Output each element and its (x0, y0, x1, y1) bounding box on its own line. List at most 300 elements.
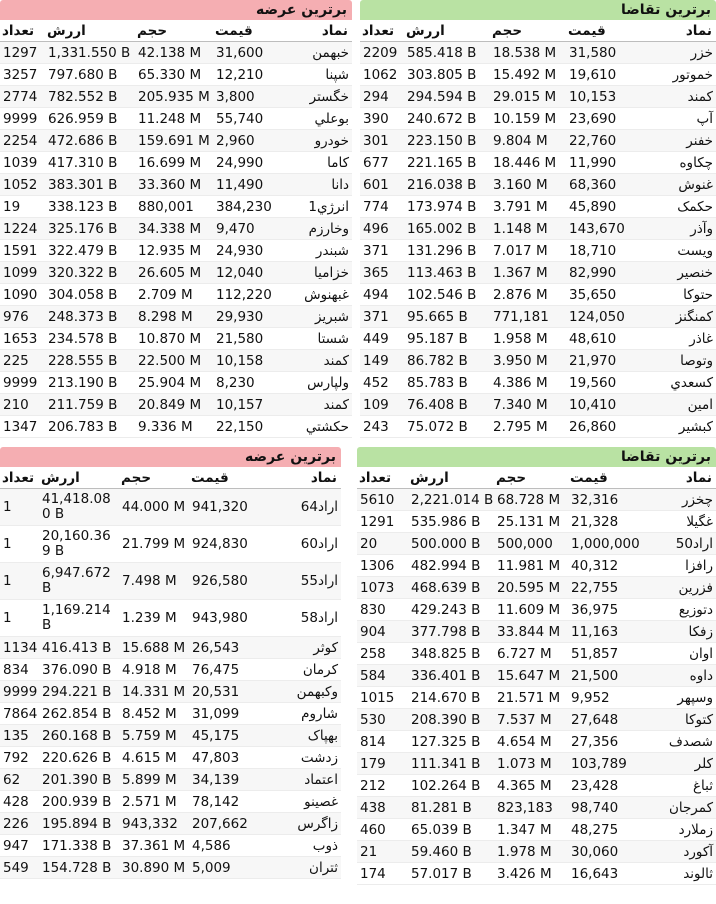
cell-value: 338.123 B (45, 196, 135, 218)
cell-volume: 3.160 M (490, 174, 566, 196)
cell-symbol[interactable]: زفکا (644, 621, 716, 643)
column-header-symbol[interactable]: نماد (263, 467, 341, 489)
table-row[interactable] (360, 240, 716, 262)
cell-volume: 205.935 M (135, 86, 213, 108)
cell-count: 584 (357, 665, 408, 687)
cell-price: 48,610 (566, 328, 638, 350)
table-row[interactable] (360, 394, 716, 416)
table-row[interactable] (357, 533, 716, 555)
cell-symbol[interactable]: فزرین (644, 577, 716, 599)
cell-price: 21,500 (568, 665, 644, 687)
cell-value: 57.017 B (408, 863, 494, 885)
cell-symbol[interactable]: کمنگنز (638, 306, 716, 328)
cell-volume: 943,332 (119, 813, 189, 835)
table-row[interactable] (0, 218, 352, 240)
cell-count: 225 (0, 350, 45, 372)
table-row[interactable] (360, 86, 716, 108)
cell-symbol[interactable]: آپ (638, 108, 716, 130)
cell-symbol[interactable]: امین (638, 394, 716, 416)
cell-volume: 4.918 M (119, 659, 189, 681)
cell-count: 179 (357, 753, 408, 775)
cell-symbol[interactable]: ثالوند (644, 863, 716, 885)
column-header-volume[interactable]: حجم (490, 20, 566, 42)
table-header-row (360, 20, 716, 42)
cell-value: 322.479 B (45, 240, 135, 262)
cell-price: 78,142 (189, 791, 263, 813)
cell-symbol[interactable]: خزر (638, 42, 716, 64)
cell-price: 29,930 (213, 306, 277, 328)
cell-price: 51,857 (568, 643, 644, 665)
table-row[interactable] (360, 284, 716, 306)
bottom-supply-title: برترین عرضه (0, 447, 341, 467)
cell-volume: 15.492 M (490, 64, 566, 86)
table-row[interactable] (357, 863, 716, 885)
cell-symbol[interactable]: کلر (644, 753, 716, 775)
table-row[interactable] (357, 577, 716, 599)
cell-price: 1,000,000 (568, 533, 644, 555)
table-row[interactable] (0, 64, 352, 86)
table-row[interactable] (0, 526, 341, 563)
column-header-count[interactable]: تعداد (0, 467, 39, 489)
cell-price: 11,163 (568, 621, 644, 643)
cell-symbol[interactable]: خزامیا (277, 262, 352, 284)
cell-volume: 11.609 M (494, 599, 568, 621)
cell-count: 390 (360, 108, 404, 130)
table-row[interactable] (0, 262, 352, 284)
table-row[interactable] (0, 563, 341, 600)
cell-symbol[interactable]: کبشیر (638, 416, 716, 438)
cell-price: 76,475 (189, 659, 263, 681)
table-row[interactable] (357, 643, 716, 665)
panel-gap (341, 447, 357, 904)
table-row[interactable] (0, 725, 341, 747)
cell-value: 482.994 B (408, 555, 494, 577)
column-header-price[interactable]: قیمت (189, 467, 263, 489)
cell-count: 258 (357, 643, 408, 665)
cell-price: 31,099 (189, 703, 263, 725)
cell-symbol[interactable]: وتوصا (638, 350, 716, 372)
cell-symbol[interactable]: کرمان (263, 659, 341, 681)
cell-symbol[interactable]: ذوب (263, 835, 341, 857)
table-row[interactable] (357, 731, 716, 753)
cell-symbol[interactable]: کاما (277, 152, 352, 174)
column-header-symbol[interactable]: نماد (638, 20, 716, 42)
cell-price: 31,580 (566, 42, 638, 64)
table-row[interactable] (357, 489, 716, 511)
cell-count: 62 (0, 769, 39, 791)
cell-volume: 1.978 M (494, 841, 568, 863)
cell-count: 549 (0, 857, 39, 879)
cell-value: 535.986 B (408, 511, 494, 533)
cell-symbol[interactable]: بهپاک (263, 725, 341, 747)
cell-volume: 4.615 M (119, 747, 189, 769)
cell-value: 1,169.214 B (39, 600, 119, 637)
cell-price: 27,356 (568, 731, 644, 753)
cell-symbol[interactable]: حکمک (638, 196, 716, 218)
cell-symbol[interactable]: شپنا (277, 64, 352, 86)
cell-value: 81.281 B (408, 797, 494, 819)
table-row[interactable] (0, 659, 341, 681)
cell-value: 85.783 B (404, 372, 490, 394)
cell-symbol[interactable]: کوثر (263, 637, 341, 659)
cell-volume: 1.367 M (490, 262, 566, 284)
cell-volume: 30.890 M (119, 857, 189, 879)
column-header-price[interactable]: قیمت (213, 20, 277, 42)
table-row[interactable] (0, 130, 352, 152)
cell-value: 336.401 B (408, 665, 494, 687)
cell-price: 8,230 (213, 372, 277, 394)
table-row[interactable] (0, 240, 352, 262)
cell-count: 1291 (357, 511, 408, 533)
cell-symbol[interactable]: بوعلي (277, 108, 352, 130)
cell-volume: 823,183 (494, 797, 568, 819)
cell-price: 21,580 (213, 328, 277, 350)
cell-price: 22,150 (213, 416, 277, 438)
cell-volume: 1.148 M (490, 218, 566, 240)
table-row[interactable] (360, 328, 716, 350)
cell-count: 1306 (357, 555, 408, 577)
cell-symbol[interactable]: خبهمن (277, 42, 352, 64)
table-row[interactable] (0, 196, 352, 218)
cell-value: 429.243 B (408, 599, 494, 621)
table-row[interactable] (0, 152, 352, 174)
cell-symbol[interactable]: غبهنوش (277, 284, 352, 306)
table-row[interactable] (0, 747, 341, 769)
table-row[interactable] (357, 775, 716, 797)
cell-value: 75.072 B (404, 416, 490, 438)
cell-volume: 7.340 M (490, 394, 566, 416)
table-row[interactable] (0, 350, 352, 372)
cell-price: 11,490 (213, 174, 277, 196)
cell-value: 208.390 B (408, 709, 494, 731)
cell-price: 26,543 (189, 637, 263, 659)
cell-symbol[interactable]: کمند (277, 350, 352, 372)
panel-separator (352, 0, 360, 447)
table-row[interactable] (360, 350, 716, 372)
table-row[interactable] (0, 637, 341, 659)
cell-symbol[interactable]: وکبهمن (263, 681, 341, 703)
column-header-count[interactable]: تعداد (360, 20, 404, 42)
cell-symbol[interactable]: ثباغ (644, 775, 716, 797)
cell-price: 10,157 (213, 394, 277, 416)
cell-value: 111.341 B (408, 753, 494, 775)
cell-symbol[interactable]: ولپارس (277, 372, 352, 394)
cell-value: 304.058 B (45, 284, 135, 306)
cell-count: 494 (360, 284, 404, 306)
table-row[interactable] (0, 703, 341, 725)
cell-volume: 29.015 M (490, 86, 566, 108)
cell-price: 10,410 (566, 394, 638, 416)
cell-symbol[interactable]: انرژي1 (277, 196, 352, 218)
table-row[interactable] (0, 394, 352, 416)
cell-volume: 11.248 M (135, 108, 213, 130)
column-header-count[interactable]: تعداد (0, 20, 45, 42)
cell-volume: 2.876 M (490, 284, 566, 306)
cell-count: 677 (360, 152, 404, 174)
table-row[interactable] (357, 599, 716, 621)
cell-value: 1,331.550 B (45, 42, 135, 64)
cell-volume: 20.595 M (494, 577, 568, 599)
table-row[interactable] (360, 108, 716, 130)
column-header-value[interactable]: اررش (404, 20, 490, 42)
cell-value: 113.463 B (404, 262, 490, 284)
table-row[interactable] (360, 372, 716, 394)
table-row[interactable] (0, 284, 352, 306)
cell-symbol[interactable]: شصدف (644, 731, 716, 753)
cell-symbol[interactable]: کتوکا (644, 709, 716, 731)
cell-price: 143,670 (566, 218, 638, 240)
table-row[interactable] (360, 262, 716, 284)
table-row[interactable] (360, 306, 716, 328)
cell-price: 22,755 (568, 577, 644, 599)
table-row[interactable] (360, 130, 716, 152)
table-row[interactable] (0, 857, 341, 879)
cell-value: 325.176 B (45, 218, 135, 240)
table-row[interactable] (0, 489, 341, 526)
cell-symbol[interactable]: حتوکا (638, 284, 716, 306)
cell-volume: 7.498 M (119, 563, 189, 600)
cell-symbol[interactable]: غگیلا (644, 511, 716, 533)
cell-price: 103,789 (568, 753, 644, 775)
column-header-volume[interactable]: حجم (135, 20, 213, 42)
table-row[interactable] (357, 797, 716, 819)
cell-symbol[interactable]: خنصیر (638, 262, 716, 284)
cell-volume: 21.571 M (494, 687, 568, 709)
table-row[interactable] (357, 709, 716, 731)
column-header-value[interactable]: اررش (408, 467, 494, 489)
cell-symbol[interactable]: وآذر (638, 218, 716, 240)
cell-symbol[interactable]: اراد55 (263, 563, 341, 600)
table-row[interactable] (0, 306, 352, 328)
table-row[interactable] (360, 152, 716, 174)
cell-volume: 37.361 M (119, 835, 189, 857)
cell-symbol[interactable]: دتوزیع (644, 599, 716, 621)
cell-value: 303.805 B (404, 64, 490, 86)
cell-price: 3,800 (213, 86, 277, 108)
cell-symbol[interactable]: چخزر (644, 489, 716, 511)
cell-count: 371 (360, 240, 404, 262)
table-row[interactable] (360, 174, 716, 196)
cell-count: 774 (360, 196, 404, 218)
table-row[interactable] (357, 753, 716, 775)
cell-symbol[interactable]: شبریز (277, 306, 352, 328)
cell-symbol[interactable]: رافزا (644, 555, 716, 577)
cell-volume: 15.647 M (494, 665, 568, 687)
cell-volume: 65.330 M (135, 64, 213, 86)
table-row[interactable] (357, 665, 716, 687)
cell-symbol[interactable]: ویست (638, 240, 716, 262)
cell-price: 4,586 (189, 835, 263, 857)
cell-price: 32,316 (568, 489, 644, 511)
cell-symbol[interactable]: حکشتي (277, 416, 352, 438)
cell-count: 601 (360, 174, 404, 196)
cell-count: 9999 (0, 681, 39, 703)
cell-value: 200.939 B (39, 791, 119, 813)
cell-volume: 68.728 M (494, 489, 568, 511)
cell-symbol[interactable]: اراد64 (263, 489, 341, 526)
table-row[interactable] (0, 328, 352, 350)
column-header-count[interactable]: تعداد (357, 467, 408, 489)
cell-symbol[interactable]: دانا (277, 174, 352, 196)
cell-value: 95.665 B (404, 306, 490, 328)
cell-symbol[interactable]: خموتور (638, 64, 716, 86)
cell-symbol[interactable]: اوان (644, 643, 716, 665)
cell-count: 1052 (0, 174, 45, 196)
cell-value: 76.408 B (404, 394, 490, 416)
cell-symbol[interactable]: شبندر (277, 240, 352, 262)
table-row[interactable] (0, 600, 341, 637)
cell-price: 124,050 (566, 306, 638, 328)
top-demand-title: برترین تقاضا (360, 0, 716, 20)
column-header-value[interactable]: اررش (45, 20, 135, 42)
column-header-value[interactable]: اررش (39, 467, 119, 489)
cell-value: 294.594 B (404, 86, 490, 108)
column-header-volume[interactable]: حجم (119, 467, 189, 489)
cell-count: 109 (360, 394, 404, 416)
cell-symbol[interactable]: غنوش (638, 174, 716, 196)
cell-symbol[interactable]: کمند (277, 394, 352, 416)
cell-volume: 25.904 M (135, 372, 213, 394)
cell-value: 211.759 B (45, 394, 135, 416)
cell-count: 2209 (360, 42, 404, 64)
top-supply-title: برترین عرضه (0, 0, 352, 20)
cell-count: 135 (0, 725, 39, 747)
table-row[interactable] (357, 511, 716, 533)
cell-value: 20,160.369 B (39, 526, 119, 563)
table-row[interactable] (0, 791, 341, 813)
cell-symbol[interactable]: آکورد (644, 841, 716, 863)
cell-value: 416.413 B (39, 637, 119, 659)
cell-symbol[interactable]: چکاوه (638, 152, 716, 174)
cell-volume: 34.338 M (135, 218, 213, 240)
cell-symbol[interactable]: کمرجان (644, 797, 716, 819)
column-header-price[interactable]: قیمت (566, 20, 638, 42)
cell-count: 438 (357, 797, 408, 819)
cell-count: 9999 (0, 372, 45, 394)
cell-volume: 7.537 M (494, 709, 568, 731)
cell-symbol[interactable]: اراد58 (263, 600, 341, 637)
top-demand-table (360, 20, 716, 438)
cell-volume: 8.452 M (119, 703, 189, 725)
cell-volume: 25.131 M (494, 511, 568, 533)
table-row[interactable] (0, 416, 352, 438)
cell-volume: 6.727 M (494, 643, 568, 665)
table-row[interactable] (357, 819, 716, 841)
table-row[interactable] (360, 42, 716, 64)
table-row[interactable] (0, 681, 341, 703)
cell-symbol[interactable]: کسعدي (638, 372, 716, 394)
cell-volume: 18.446 M (490, 152, 566, 174)
cell-volume: 22.500 M (135, 350, 213, 372)
cell-count: 1073 (357, 577, 408, 599)
cell-price: 11,990 (566, 152, 638, 174)
cell-symbol[interactable]: زدشت (263, 747, 341, 769)
cell-value: 154.728 B (39, 857, 119, 879)
cell-value: 206.783 B (45, 416, 135, 438)
cell-symbol[interactable]: اراد60 (263, 526, 341, 563)
cell-count: 496 (360, 218, 404, 240)
table-row[interactable] (357, 555, 716, 577)
cell-value: 260.168 B (39, 725, 119, 747)
cell-symbol[interactable]: اعتماد (263, 769, 341, 791)
cell-price: 30,060 (568, 841, 644, 863)
cell-symbol[interactable]: زاگرس (263, 813, 341, 835)
column-header-symbol[interactable]: نماد (644, 467, 716, 489)
column-header-symbol[interactable]: نماد (277, 20, 352, 42)
cell-count: 460 (357, 819, 408, 841)
cell-count: 792 (0, 747, 39, 769)
table-row[interactable] (0, 174, 352, 196)
cell-symbol[interactable]: خودرو (277, 130, 352, 152)
table-row[interactable] (0, 835, 341, 857)
cell-value: 195.894 B (39, 813, 119, 835)
cell-price: 384,230 (213, 196, 277, 218)
cell-symbol[interactable]: خفنر (638, 130, 716, 152)
table-row[interactable] (360, 416, 716, 438)
cell-price: 40,312 (568, 555, 644, 577)
table-row[interactable] (0, 813, 341, 835)
cell-price: 45,175 (189, 725, 263, 747)
cell-price: 2,960 (213, 130, 277, 152)
table-row[interactable] (0, 769, 341, 791)
table-row[interactable] (360, 64, 716, 86)
table-row[interactable] (0, 372, 352, 394)
cell-symbol[interactable]: شستا (277, 328, 352, 350)
cell-price: 23,428 (568, 775, 644, 797)
cell-price: 48,275 (568, 819, 644, 841)
cell-volume: 15.688 M (119, 637, 189, 659)
cell-price: 18,710 (566, 240, 638, 262)
table-row[interactable] (360, 196, 716, 218)
cell-volume: 7.017 M (490, 240, 566, 262)
cell-price: 19,610 (566, 64, 638, 86)
table-row[interactable] (360, 218, 716, 240)
cell-symbol[interactable]: وخارزم (277, 218, 352, 240)
cell-symbol[interactable]: شاروم (263, 703, 341, 725)
cell-price: 55,740 (213, 108, 277, 130)
cell-symbol[interactable]: داوه (644, 665, 716, 687)
cell-symbol[interactable]: کمند (638, 86, 716, 108)
table-row[interactable] (357, 621, 716, 643)
cell-symbol[interactable]: خگستر (277, 86, 352, 108)
cell-symbol[interactable]: غاذر (638, 328, 716, 350)
column-header-volume[interactable]: حجم (494, 467, 568, 489)
table-row[interactable] (357, 687, 716, 709)
cell-price: 943,980 (189, 600, 263, 637)
cell-count: 947 (0, 835, 39, 857)
cell-symbol[interactable]: زملارد (644, 819, 716, 841)
cell-value: 6,947.672 B (39, 563, 119, 600)
table-row[interactable] (357, 841, 716, 863)
cell-price: 36,975 (568, 599, 644, 621)
table-row[interactable] (0, 42, 352, 64)
cell-count: 1062 (360, 64, 404, 86)
cell-count: 212 (357, 775, 408, 797)
cell-symbol[interactable]: اراد50 (644, 533, 716, 555)
cell-count: 19 (0, 196, 45, 218)
cell-symbol[interactable]: غصینو (263, 791, 341, 813)
cell-symbol[interactable]: وسپهر (644, 687, 716, 709)
cell-value: 383.301 B (45, 174, 135, 196)
column-header-price[interactable]: قیمت (568, 467, 644, 489)
table-row[interactable] (0, 86, 352, 108)
cell-price: 31,600 (213, 42, 277, 64)
cell-symbol[interactable]: ثتران (263, 857, 341, 879)
cell-count: 5610 (357, 489, 408, 511)
table-row[interactable] (0, 108, 352, 130)
cell-count: 1134 (0, 637, 39, 659)
cell-volume: 5.899 M (119, 769, 189, 791)
